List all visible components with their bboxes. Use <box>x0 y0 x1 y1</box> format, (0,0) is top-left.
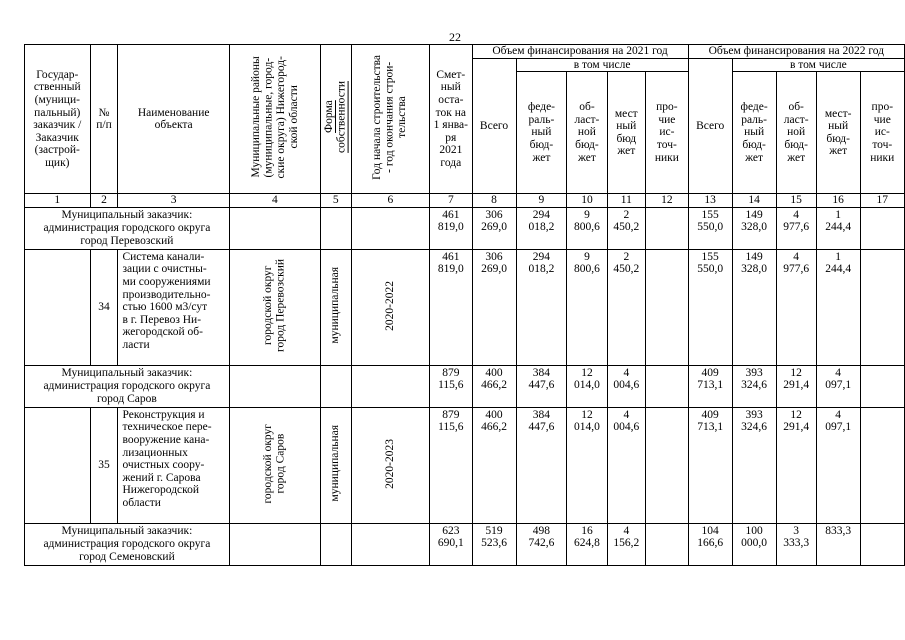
value-l2021: 2 450,2 <box>607 249 646 365</box>
value-o2021 <box>646 523 689 565</box>
value-r2022: 12 291,4 <box>776 365 816 407</box>
header-including-2022: в том числе <box>732 58 904 72</box>
value-o2022 <box>860 249 904 365</box>
value-l2022: 4 097,1 <box>816 365 860 407</box>
column-number: 15 <box>776 194 816 208</box>
header-total-2022: Всего <box>688 58 732 194</box>
object-row <box>25 407 905 523</box>
customer-group-row <box>25 523 905 565</box>
header-customer: Государ- ственный (муници- пальный) заказчик / Заказчик (застрой- щик) <box>25 45 91 194</box>
value-r2022: 4 977,6 <box>776 207 816 249</box>
header-regional-2021: об- ласт- ной бюд- жет <box>567 72 607 194</box>
object-ownership: муниципальная <box>320 249 351 365</box>
value-f2021: 498 742,6 <box>516 523 567 565</box>
value-f2021: 294 018,2 <box>516 207 567 249</box>
object-number: 35 <box>90 407 118 523</box>
object-district: городской округ город Перевозский <box>229 249 320 365</box>
customer-name: Муниципальный заказчик: администрация городского округа город Саров <box>25 365 230 407</box>
value-r2022: 3 333,3 <box>776 523 816 565</box>
value-f2021: 384 447,6 <box>516 365 567 407</box>
header-other-2022: про- чие ис- точ- ники <box>860 72 904 194</box>
column-number: 14 <box>732 194 776 208</box>
value-f2022: 393 324,6 <box>732 407 776 523</box>
column-number: 9 <box>516 194 567 208</box>
header-fin-2022: Объем финансирования на 2022 год <box>688 45 904 59</box>
value-t2021: 306 269,0 <box>472 249 516 365</box>
column-number: 6 <box>351 194 430 208</box>
header-local-2021: мест ный бюд жет <box>607 72 646 194</box>
page-number: 22 <box>449 30 461 44</box>
value-r2022: 12 291,4 <box>776 407 816 523</box>
header-object-name: Наименование объекта <box>118 45 229 194</box>
header-fin-2021: Объем финансирования на 2021 год <box>472 45 688 59</box>
customer-cell <box>25 249 91 365</box>
value-o2022 <box>860 207 904 249</box>
value-o2021 <box>646 249 689 365</box>
value-estimated: 623 690,1 <box>430 523 472 565</box>
value-t2022: 409 713,1 <box>688 365 732 407</box>
value-t2022: 104 166,6 <box>688 523 732 565</box>
object-number: 34 <box>90 249 118 365</box>
header-including-2021: в том числе <box>516 58 688 72</box>
object-district: городской округ город Саров <box>229 407 320 523</box>
ownership-cell <box>320 365 351 407</box>
value-o2021 <box>646 207 689 249</box>
column-number: 3 <box>118 194 229 208</box>
financing-table <box>24 44 905 566</box>
value-t2021: 400 466,2 <box>472 407 516 523</box>
object-years: 2020-2022 <box>351 249 430 365</box>
value-t2021: 519 523,6 <box>472 523 516 565</box>
column-number: 8 <box>472 194 516 208</box>
header-federal-2021: феде- раль- ный бюд- жет <box>516 72 567 194</box>
value-t2022: 409 713,1 <box>688 407 732 523</box>
header-districts: Муниципальные районы (муниципальные, город- ские округа) Нижегород- ской области <box>229 45 320 194</box>
years-cell <box>351 207 430 249</box>
customer-group-row <box>25 207 905 249</box>
value-l2022: 1 244,4 <box>816 249 860 365</box>
column-number: 17 <box>860 194 904 208</box>
column-number: 11 <box>607 194 646 208</box>
value-r2022: 4 977,6 <box>776 249 816 365</box>
column-number: 4 <box>229 194 320 208</box>
value-f2021: 384 447,6 <box>516 407 567 523</box>
value-l2022: 4 097,1 <box>816 407 860 523</box>
object-name: Система канали- зации с очистны- ми сооружениями производительно- стью 1600 м3/сут в г. Перевоз Ни- жегородской об- ласти <box>118 249 229 365</box>
customer-name: Муниципальный заказчик: администрация городского округа город Перевозский <box>25 207 230 249</box>
object-ownership: муниципальная <box>320 407 351 523</box>
value-o2022 <box>860 523 904 565</box>
header-other-2021: про- чие ис- точ- ники <box>646 72 689 194</box>
value-estimated: 879 115,6 <box>430 407 472 523</box>
value-l2022: 1 244,4 <box>816 207 860 249</box>
ownership-cell <box>320 523 351 565</box>
value-l2021: 4 004,6 <box>607 365 646 407</box>
value-t2021: 306 269,0 <box>472 207 516 249</box>
district-cell <box>229 523 320 565</box>
district-cell <box>229 365 320 407</box>
value-o2021 <box>646 407 689 523</box>
value-f2022: 149 328,0 <box>732 207 776 249</box>
years-cell <box>351 365 430 407</box>
district-cell <box>229 207 320 249</box>
header-local-2022: мест- ный бюд- жет <box>816 72 860 194</box>
header-total-2021: Всего <box>472 58 516 194</box>
value-f2022: 393 324,6 <box>732 365 776 407</box>
value-l2021: 4 004,6 <box>607 407 646 523</box>
value-f2022: 149 328,0 <box>732 249 776 365</box>
object-row <box>25 249 905 365</box>
years-cell <box>351 523 430 565</box>
value-r2021: 9 800,6 <box>567 249 607 365</box>
header-estimated-balance: Смет- ный оста- ток на 1 янва- ря 2021 года <box>430 45 472 194</box>
value-r2021: 12 014,0 <box>567 407 607 523</box>
value-o2022 <box>860 365 904 407</box>
column-number: 16 <box>816 194 860 208</box>
header-ownership: Форма собственности <box>320 45 351 194</box>
object-years: 2020-2023 <box>351 407 430 523</box>
customer-cell <box>25 407 91 523</box>
column-number: 7 <box>430 194 472 208</box>
value-o2021 <box>646 365 689 407</box>
customer-name: Муниципальный заказчик: администрация городского округа город Семеновский <box>25 523 230 565</box>
value-o2022 <box>860 407 904 523</box>
column-numbers-row <box>25 194 905 208</box>
object-name: Реконструкция и техническое пере- вооружение кана- лизационных очистных соору- жений г. Сарова Нижегородской области <box>118 407 229 523</box>
value-l2021: 2 450,2 <box>607 207 646 249</box>
column-number: 1 <box>25 194 91 208</box>
column-number: 5 <box>320 194 351 208</box>
value-r2021: 12 014,0 <box>567 365 607 407</box>
value-l2021: 4 156,2 <box>607 523 646 565</box>
column-number: 13 <box>688 194 732 208</box>
value-r2021: 9 800,6 <box>567 207 607 249</box>
value-f2022: 100 000,0 <box>732 523 776 565</box>
value-f2021: 294 018,2 <box>516 249 567 365</box>
value-estimated: 879 115,6 <box>430 365 472 407</box>
ownership-cell <box>320 207 351 249</box>
value-estimated: 461 819,0 <box>430 207 472 249</box>
value-t2022: 155 550,0 <box>688 207 732 249</box>
column-number: 10 <box>567 194 607 208</box>
value-t2022: 155 550,0 <box>688 249 732 365</box>
header-regional-2022: об- ласт- ной бюд- жет <box>776 72 816 194</box>
value-estimated: 461 819,0 <box>430 249 472 365</box>
value-l2022: 833,3 <box>816 523 860 565</box>
column-number: 12 <box>646 194 689 208</box>
value-r2021: 16 624,8 <box>567 523 607 565</box>
column-number: 2 <box>90 194 118 208</box>
header-years: Год начала строительства - год окончания строи- тельства <box>351 45 430 194</box>
customer-group-row <box>25 365 905 407</box>
header-federal-2022: феде- раль- ный бюд- жет <box>732 72 776 194</box>
header-number: № п/п <box>90 45 118 194</box>
value-t2021: 400 466,2 <box>472 365 516 407</box>
